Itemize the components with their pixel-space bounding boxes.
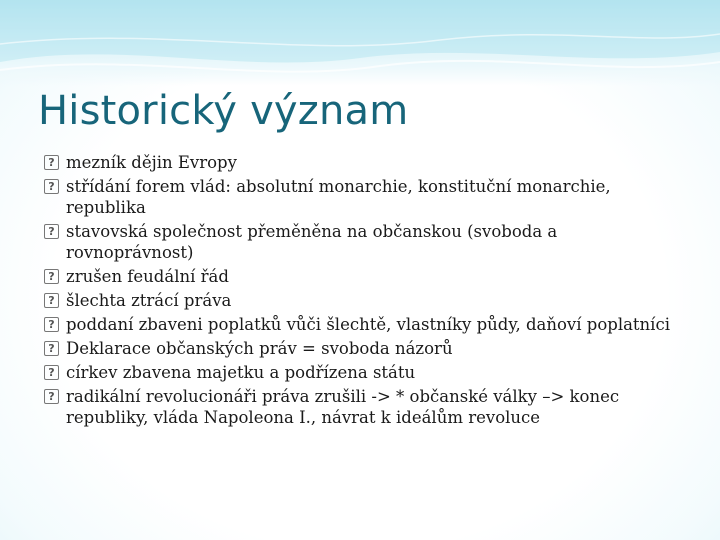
missing-glyph-icon: ? — [44, 269, 59, 284]
bullet-text: zrušen feudální řád — [66, 267, 229, 286]
missing-glyph-icon: ? — [44, 155, 59, 170]
bullet-text: mezník dějin Evropy — [66, 153, 237, 172]
bullet-item — [44, 266, 684, 287]
bullet-text: šlechta ztrácí práva — [66, 291, 232, 310]
bullet-item — [44, 314, 684, 335]
bullet-item — [44, 362, 684, 383]
missing-glyph-icon: ? — [44, 365, 59, 380]
bullet-text: radikální revolucionáři práva zrušili -> * občanské války –> konec republiky, vláda Napoleona I., návrat k ideálům revoluce — [66, 387, 620, 427]
missing-glyph-icon: ? — [44, 224, 59, 239]
bullet-item — [44, 152, 684, 173]
bullet-item — [44, 386, 684, 428]
bullet-text: Deklarace občanských práv = svoboda názorů — [66, 339, 453, 358]
bullet-text: církev zbavena majetku a podřízena státu — [66, 363, 416, 382]
missing-glyph-icon: ? — [44, 293, 59, 308]
bullet-text: poddaní zbaveni poplatků vůči šlechtě, vlastníky půdy, daňoví poplatníci — [66, 315, 670, 334]
bullet-list — [44, 152, 684, 431]
bullet-item — [44, 221, 684, 263]
wave-decoration — [0, 0, 720, 90]
missing-glyph-icon: ? — [44, 341, 59, 356]
bullet-item — [44, 176, 684, 218]
missing-glyph-icon: ? — [44, 389, 59, 404]
bullet-text: střídání forem vlád: absolutní monarchie, konstituční monarchie, republika — [66, 177, 611, 217]
bullet-item — [44, 338, 684, 359]
slide-title: Historický význam — [38, 88, 409, 134]
missing-glyph-icon: ? — [44, 179, 59, 194]
bullet-item — [44, 290, 684, 311]
bullet-text: stavovská společnost přeměněna na občanskou (svoboda a rovnoprávnost) — [66, 222, 558, 262]
missing-glyph-icon: ? — [44, 317, 59, 332]
